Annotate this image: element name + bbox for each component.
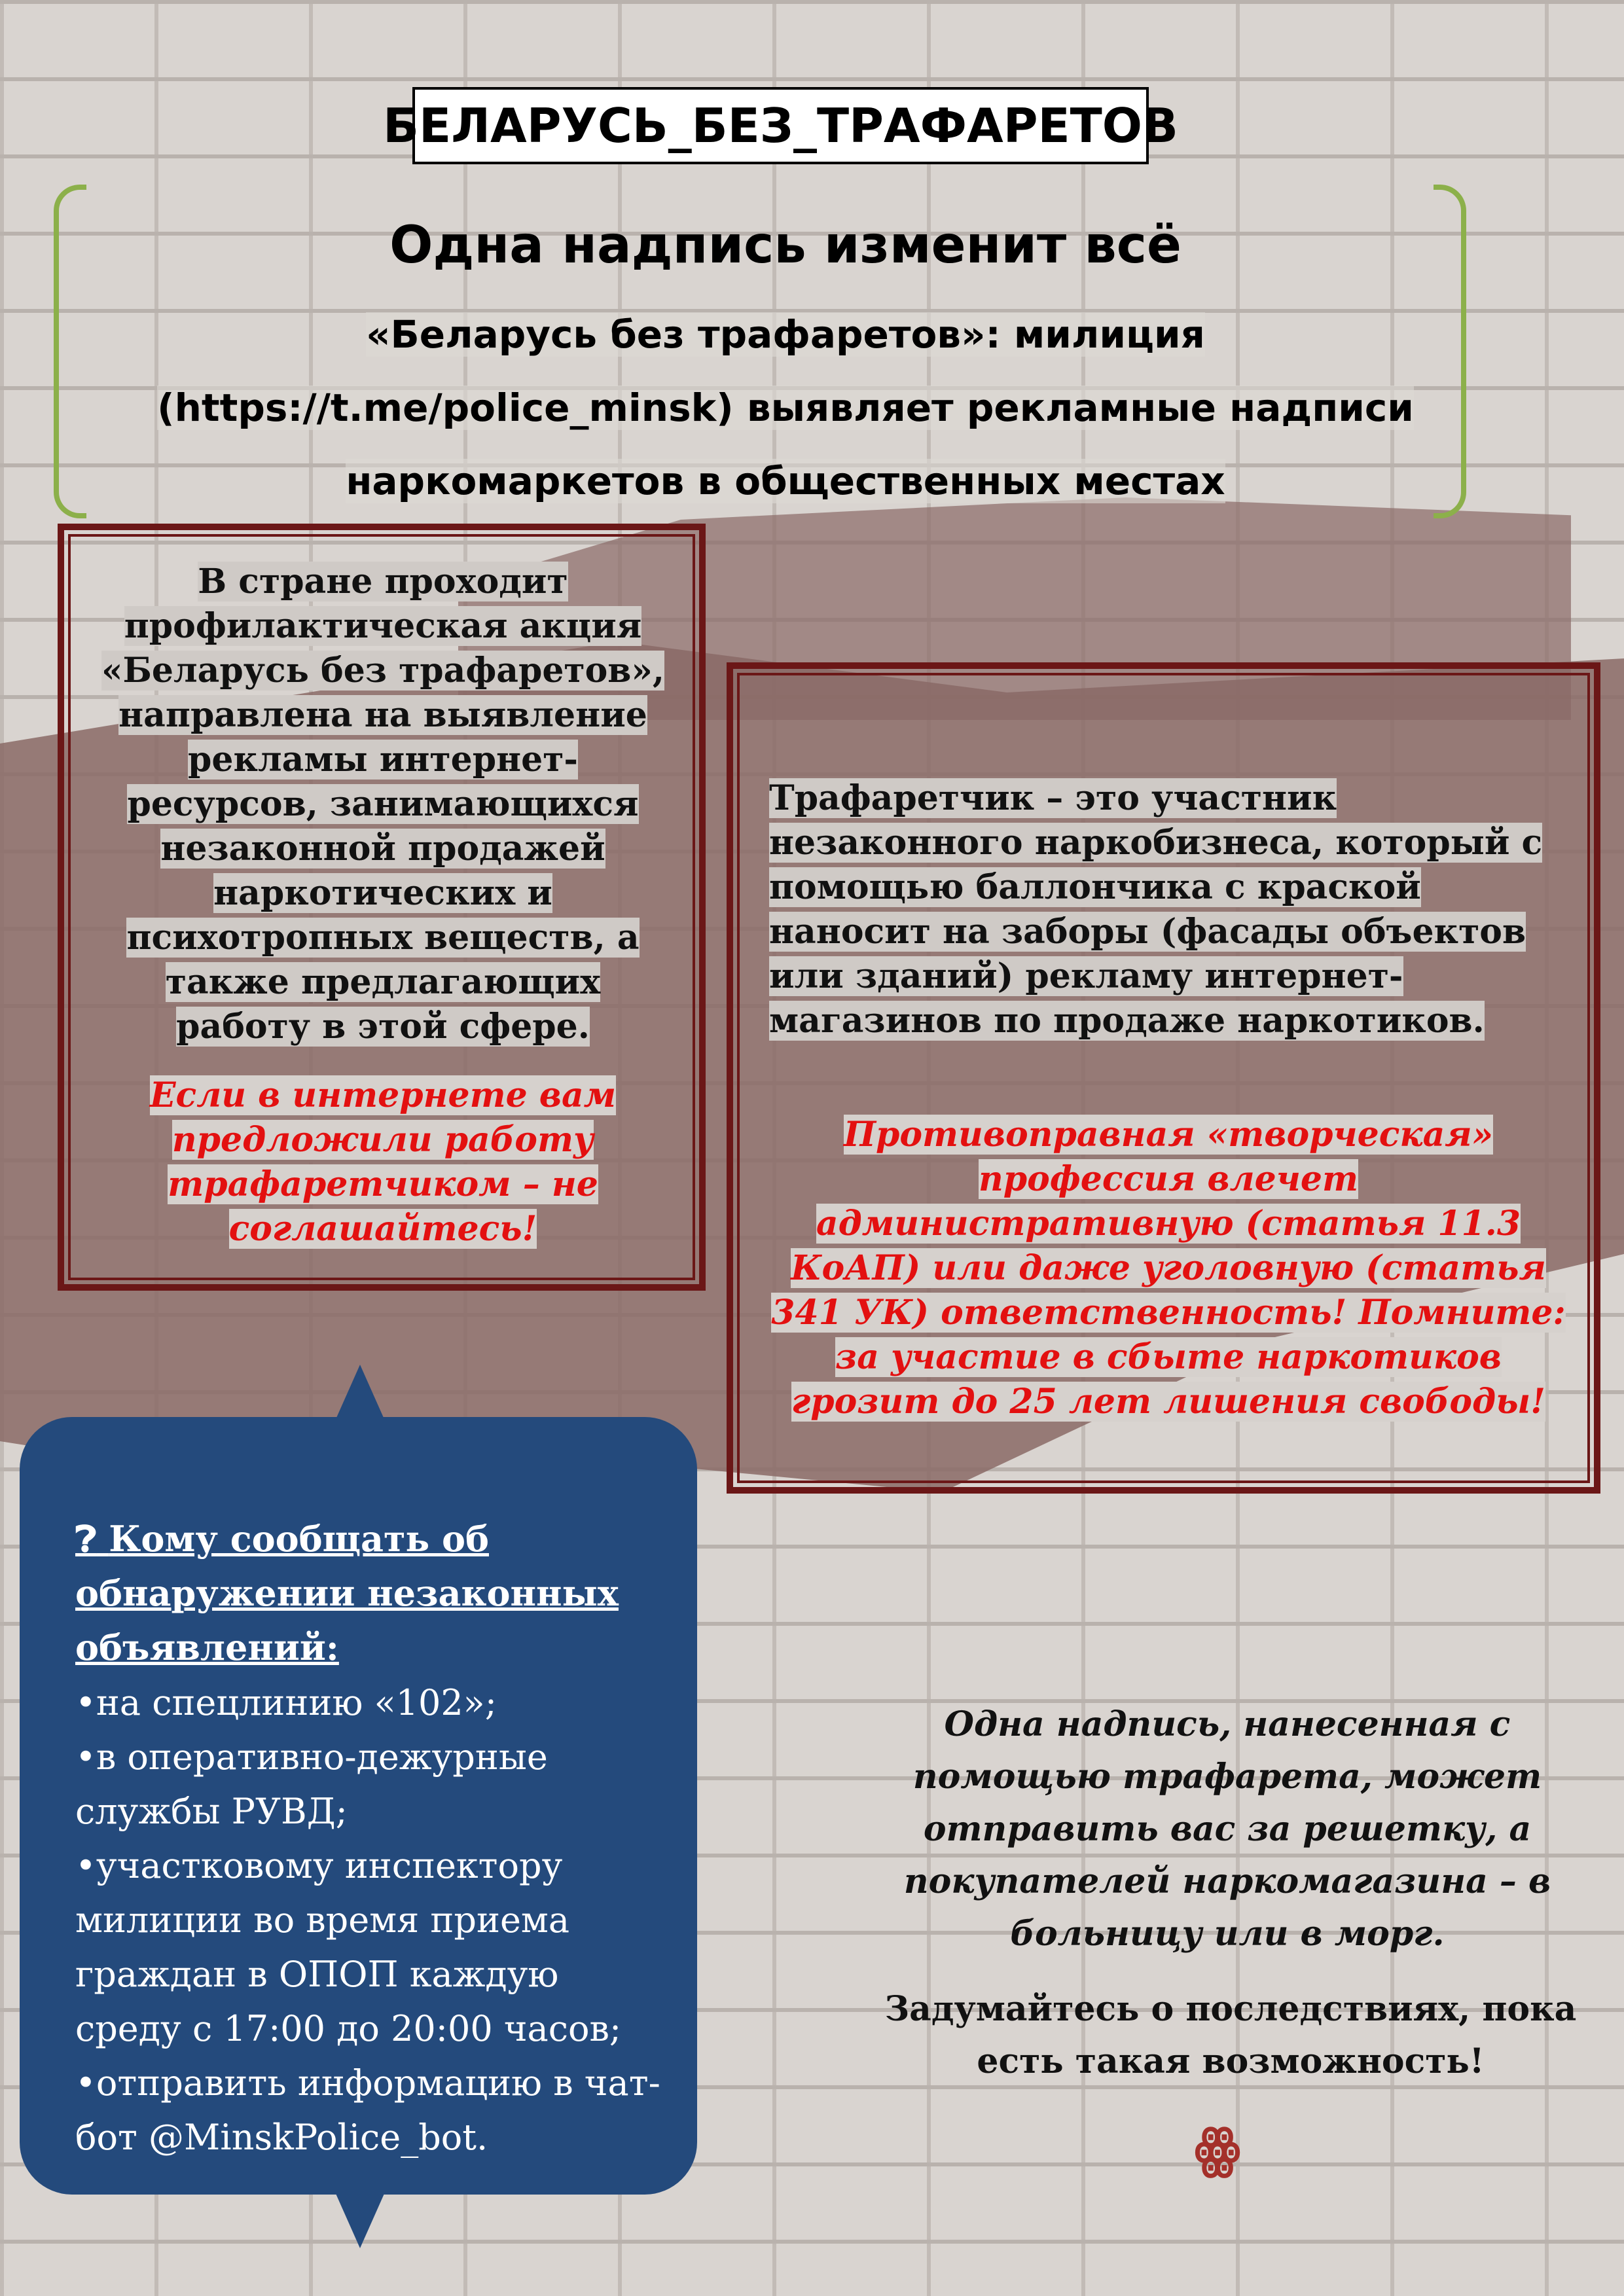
contact-heading-text: Кому сообщать об обнаружении незаконных объявлений:	[75, 1518, 619, 1668]
contact-item: •в оперативно-дежурные службы РУВД;	[75, 1736, 548, 1832]
hashtag-title	[383, 87, 1178, 164]
contact-item: •отправить информацию в чат-бот @MinskPolice_bot.	[75, 2062, 660, 2158]
subheadline	[111, 298, 1460, 518]
ornament-icon: ꙮ	[1194, 2117, 1241, 2179]
contact-heading	[75, 1512, 664, 1675]
closing-italic-note: Одна надпись, нанесенная с помощью трафарета, может отправить вас за решетку, а покупателей наркомагазина – в больницу или в морг.	[903, 1704, 1551, 1954]
headline: Одна надпись изменит всё	[389, 216, 1182, 275]
contact-item: •участковому инспектору милиции во время приема граждан в ОПОП каждую среду с 17:00 до 20:00 часов;	[75, 1845, 622, 2049]
hashtag-text: БЕЛАРУСЬ_БЕЗ_ТРАФАРЕТОВ	[383, 98, 1178, 153]
subheadline-text: «Беларусь без трафаретов»: милиция (https://t.me/police_minsk) выявляет рекламные надписи наркомаркетов в общественных местах	[157, 312, 1414, 503]
right-panel-warning-text: Противоправная «творческая» профессия влечет административную (статья 11.3 КоАП) или даже уголовную (статья 341 УК) ответственность! Помните: за участие в сбыте наркотиков грозит до 25 лет лишения свободы!	[771, 1115, 1566, 1422]
bracket-left	[54, 185, 86, 518]
question-icon: ❓︎	[75, 1518, 97, 1560]
contact-box-tip-bottom	[334, 2189, 386, 2248]
left-panel-body: В стране проходит профилактическая акция «Беларусь без трафаретов», направлена на выявление рекламы интернет-ресурсов, занимающихся незаконной продажей наркотических и психотропных веществ, а также предлагающих работу в этой сфере.	[101, 562, 665, 1047]
left-panel-warning-text: Если в интернете вам предложили работу трафаретчиком – не соглашайтесь!	[149, 1075, 617, 1249]
contact-list	[75, 1676, 664, 2164]
closing-final-note: Задумайтесь о последствиях, пока есть такая возможность!	[884, 1989, 1577, 2081]
contact-item: •на спецлинию «102»;	[75, 1682, 497, 1723]
right-panel-body: Трафаретчик – это участник незаконного наркобизнеса, который с помощью баллончика с краской наносит на заборы (фасады объектов или зданий) рекламу интернет-магазинов по продаже наркотиков.	[769, 778, 1543, 1041]
right-panel-warning	[766, 1113, 1571, 1424]
left-panel-warning	[111, 1073, 655, 1251]
left-panel-text	[98, 560, 668, 1049]
right-panel-text	[769, 776, 1568, 1043]
